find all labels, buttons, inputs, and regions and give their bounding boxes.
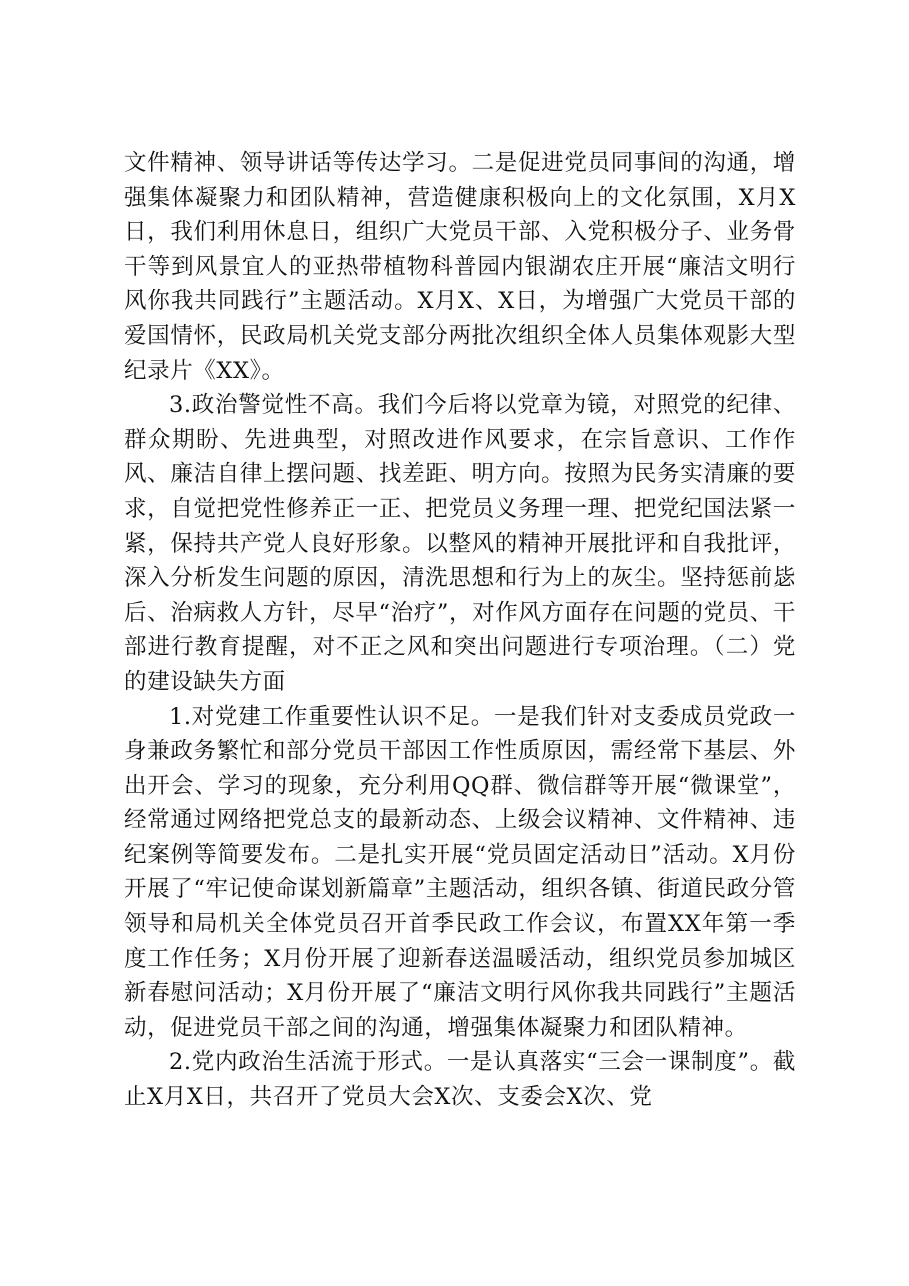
paragraph-4: 2.党内政治生活流于形式。一是认真落实“三会一课制度”。截止X月X日，共召开了党员大会X次、支委会X次、党: [124, 1049, 796, 1111]
paragraph-1: 文件精神、领导讲话等传达学习。二是促进党员同事间的沟通，增强集体凝聚力和团队精神，营造健康积极向上的文化氛围，X月X日，我们利用休息日，组织广大党员干部、入党积极分子、业务骨干等到风景宜人的亚热带植物科普园内银湖农庄开展“廉洁文明行风你我共同践行”主题活动。X月X、X日，为增强广大党员干部的爱国情怀，民政局机关党支部分两批次组织全体人员集体观影大型纪录片《XX》。: [124, 150, 796, 384]
paragraph-2: 3.政治警觉性不高。我们今后将以党章为镜，对照党的纪律、群众期盼、先进典型，对照改进作风要求，在宗旨意识、工作作风、廉洁自律上摆问题、找差距、明方向。按照为民务实清廉的要求，自觉把党性修养正一正、把党员义务理一理、把党纪国法紧一紧，保持共产党人良好形象。以整风的精神开展批评和自我批评，深入分析发生问题的原因，清洗思想和行为上的灰尘。坚持惩前毖后、治病救人方针，尽早“治疗”，对作风方面存在问题的党员、干部进行教育提醒，对不正之风和突出问题进行专项治理。（二）党的建设缺失方面: [124, 392, 796, 695]
paragraph-3: 1.对党建工作重要性认识不足。一是我们针对支委成员党政一身兼政务繁忙和部分党员干部因工作性质原因，需经常下基层、外出开会、学习的现象，充分利用QQ群、微信群等开展“微课堂”，经常通过网络把党总支的最新动态、上级会议精神、文件精神、违纪案例等简要发布。二是扎实开展“党员固定活动日”活动。X月份开展了“牢记使命谋划新篇章”主题活动，组织各镇、街道民政分管领导和局机关全体党员召开首季民政工作会议，布置XX年第一季度工作任务；X月份开展了迎新春送温暖活动，组织党员参加城区新春慰问活动；X月份开展了“廉洁文明行风你我共同践行”主题活动，促进党员干部之间的沟通，增强集体凝聚力和团队精神。: [124, 703, 796, 1041]
document-body: [124, 146, 796, 1115]
